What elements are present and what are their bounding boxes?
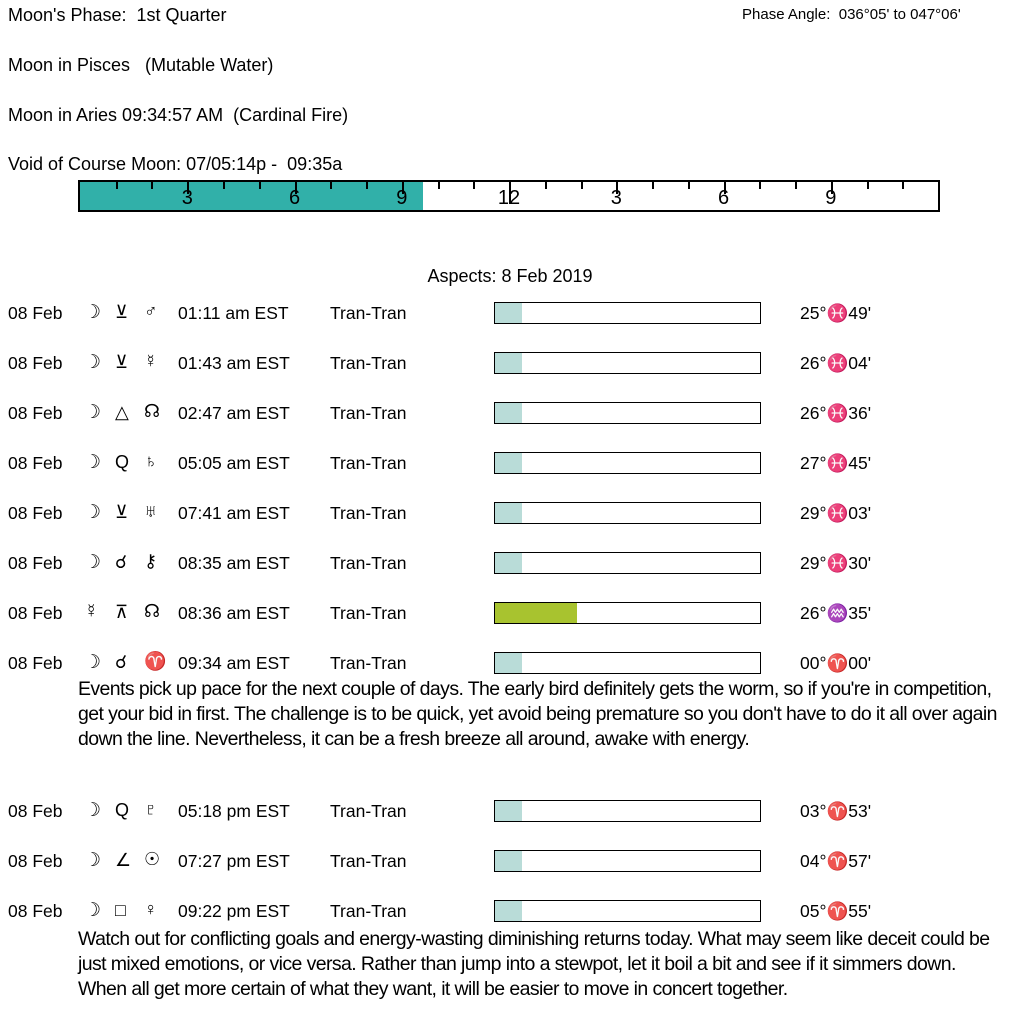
aspect-date: 08 Feb [8, 801, 63, 821]
degree-value: 05°♈55' [800, 901, 872, 921]
orb-bar [494, 302, 761, 324]
orb-bar [494, 652, 761, 674]
timeline-hour-label: 6 [717, 187, 730, 209]
orb-bar [494, 502, 761, 524]
orb-bar [494, 552, 761, 574]
aspect-type: Tran-Tran [330, 453, 407, 473]
aspect-time: 01:11 am EST [178, 303, 289, 323]
timeline-tick [545, 182, 547, 189]
mercury-icon: ☿ [144, 351, 158, 371]
moon-ingress-line: Moon in Aries 09:34:57 AM (Cardinal Fire) [8, 105, 349, 125]
aspect-type: Tran-Tran [330, 801, 407, 821]
aspect-row[interactable] [0, 602, 1032, 628]
north-node-icon: ☊ [144, 601, 160, 621]
voc-timeline [78, 180, 940, 212]
aspect-time: 05:18 pm EST [178, 801, 290, 821]
orb-bar [494, 602, 761, 624]
aspect-type: Tran-Tran [330, 553, 407, 573]
moon-icon: ☽ [84, 850, 102, 871]
aspect-date: 08 Feb [8, 403, 63, 423]
degree-value: 25°♓49' [800, 303, 872, 323]
semi-sextile-icon: ⊻ [115, 302, 129, 322]
moon-icon: ☽ [84, 402, 102, 423]
moon-sign-line: Moon in Pisces (Mutable Water) [8, 55, 274, 75]
degree-value: 26°♓36' [800, 403, 872, 423]
degree-value: 03°♈53' [800, 801, 872, 821]
aspect-type: Tran-Tran [330, 303, 407, 323]
moon-icon: ☽ [84, 652, 102, 673]
moon-icon: ☽ [84, 452, 102, 473]
aspect-time: 02:47 am EST [178, 403, 290, 423]
degree-value: 27°♓45' [800, 453, 872, 473]
aspect-date: 08 Feb [8, 603, 63, 623]
interpretation-note: Events pick up pace for the next couple of days. The early bird definitely gets the worm, so if you're in competition, get your bid in first. The challenge is to be quick, yet avoid being premature so you don't have to do it all over again down the line. Nevertheless, it can be a fresh breeze all around, awake with energy. [78, 678, 997, 750]
orb-bar-fill [495, 901, 522, 921]
sun-icon: ☉ [144, 849, 161, 869]
timeline-tick [759, 182, 761, 189]
aspect-row[interactable] [0, 352, 1032, 378]
degree-value: 29°♓30' [800, 553, 872, 573]
orb-bar-fill [495, 453, 522, 473]
aspect-row[interactable] [0, 800, 1032, 826]
aries-icon: ♈ [144, 651, 167, 671]
semi-sextile-icon: ⊻ [115, 352, 129, 372]
north-node-icon: ☊ [144, 401, 160, 421]
aspect-date: 08 Feb [8, 653, 63, 673]
phase-angle-line: Phase Angle: 036°05' to 047°06' [742, 6, 961, 23]
aspect-date: 08 Feb [8, 851, 63, 871]
moon-icon: ☽ [84, 552, 102, 573]
orb-bar-fill [495, 851, 522, 871]
aspect-row[interactable] [0, 900, 1032, 926]
timeline-hour-label: 6 [288, 187, 301, 209]
timeline-tick [795, 182, 797, 189]
mars-icon: ♂ [144, 301, 158, 321]
orb-bar [494, 900, 761, 922]
aspect-type: Tran-Tran [330, 851, 407, 871]
timeline-tick [259, 182, 261, 189]
conjunction-icon: ☌ [115, 652, 128, 672]
quintile-icon: Q [115, 452, 130, 472]
aspect-date: 08 Feb [8, 453, 63, 473]
timeline-tick [652, 182, 654, 189]
timeline-tick [902, 182, 904, 189]
timeline-tick [867, 182, 869, 189]
aspect-row[interactable] [0, 302, 1032, 328]
square-icon: □ [115, 900, 126, 920]
moons-phase-line: Moon's Phase: 1st Quarter [8, 5, 227, 25]
aspect-time: 07:27 pm EST [178, 851, 290, 871]
degree-value: 29°♓03' [800, 503, 872, 523]
mercury-icon: ☿ [84, 601, 99, 622]
pluto-icon: ♇ [144, 799, 158, 819]
aspect-time: 05:05 am EST [178, 453, 290, 473]
conjunction-icon: ☌ [115, 552, 128, 572]
aspect-row[interactable] [0, 850, 1032, 876]
aspect-date: 08 Feb [8, 303, 63, 323]
timeline-tick [688, 182, 690, 189]
timeline-tick [151, 182, 153, 189]
moon-icon: ☽ [84, 352, 102, 373]
orb-bar-fill [495, 653, 522, 673]
timeline-tick [116, 182, 118, 189]
trine-icon: △ [115, 402, 129, 422]
semi-sextile-icon: ⊻ [115, 502, 129, 522]
aspect-type: Tran-Tran [330, 353, 407, 373]
orb-bar-fill [495, 353, 522, 373]
timeline-tick [330, 182, 332, 189]
aspect-date: 08 Feb [8, 353, 63, 373]
degree-value: 04°♈57' [800, 851, 872, 871]
moon-icon: ☽ [84, 800, 102, 821]
saturn-icon: ♄ [144, 451, 158, 471]
aspect-time: 08:36 am EST [178, 603, 290, 623]
aspect-time: 07:41 am EST [178, 503, 290, 523]
timeline-tick [473, 182, 475, 189]
orb-bar [494, 452, 761, 474]
aspect-type: Tran-Tran [330, 901, 407, 921]
timeline-hour-label: 3 [181, 187, 193, 209]
timeline-tick [438, 182, 440, 189]
moon-icon: ☽ [84, 302, 102, 323]
orb-bar-fill [495, 403, 522, 423]
aspects-title: Aspects: 8 Feb 2019 [427, 266, 593, 286]
moon-icon: ☽ [84, 900, 102, 921]
semi-square-icon: ∠ [115, 850, 132, 870]
timeline-tick [223, 182, 225, 189]
timeline-hour-label: 9 [396, 187, 408, 209]
voc-line: Void of Course Moon: 07/05:14p - 09:35a [8, 154, 343, 174]
aspect-time: 08:35 am EST [178, 553, 290, 573]
quintile-icon: Q [115, 800, 130, 820]
moon-icon: ☽ [84, 502, 102, 523]
orb-bar-fill [495, 303, 522, 323]
aspect-date: 08 Feb [8, 503, 63, 523]
timeline-hour-label: 3 [610, 187, 622, 209]
quincunx-icon: ⊼ [115, 602, 129, 622]
aspect-type: Tran-Tran [330, 653, 407, 673]
aspect-time: 09:22 pm EST [178, 901, 290, 921]
aspect-date: 08 Feb [8, 901, 63, 921]
degree-value: 26°♓04' [800, 353, 872, 373]
orb-bar [494, 850, 761, 872]
aspect-type: Tran-Tran [330, 403, 407, 423]
aspect-row[interactable] [0, 652, 1032, 678]
aspect-row[interactable] [0, 502, 1032, 528]
degree-value: 00°♈00' [800, 653, 872, 673]
timeline-tick [366, 182, 368, 189]
chiron-icon: ⚷ [144, 551, 158, 571]
interpretation-note: Watch out for conflicting goals and energy-wasting diminishing returns today. What may seem like deceit could be just mixed emotions, or vice versa. Rather than jump into a stewpot, let it boil a bit and see if it simmers down. When all get more certain of what they want, it will be easier to move in concert together. [78, 928, 990, 1000]
timeline-tick [581, 182, 583, 189]
uranus-icon: ♅ [144, 501, 158, 521]
degree-value: 26°♒35' [800, 603, 872, 623]
orb-bar-fill [495, 553, 522, 573]
orb-bar-fill [495, 503, 522, 523]
aspect-date: 08 Feb [8, 553, 63, 573]
aspect-time: 09:34 am EST [178, 653, 290, 673]
venus-icon: ♀ [144, 899, 158, 919]
aspect-type: Tran-Tran [330, 503, 407, 523]
aspect-type: Tran-Tran [330, 603, 407, 623]
orb-bar [494, 402, 761, 424]
orb-bar-fill [495, 801, 522, 821]
aspect-row[interactable] [0, 552, 1032, 578]
aspect-row[interactable] [0, 452, 1032, 478]
timeline-hour-label: 9 [825, 187, 837, 209]
aspect-time: 01:43 am EST [178, 353, 290, 373]
orb-bar [494, 352, 761, 374]
aspect-row[interactable] [0, 402, 1032, 428]
timeline-hour-label: 12 [497, 187, 521, 209]
orb-bar [494, 800, 761, 822]
orb-bar-fill [495, 603, 577, 623]
voc-timeline-fill [80, 182, 423, 210]
